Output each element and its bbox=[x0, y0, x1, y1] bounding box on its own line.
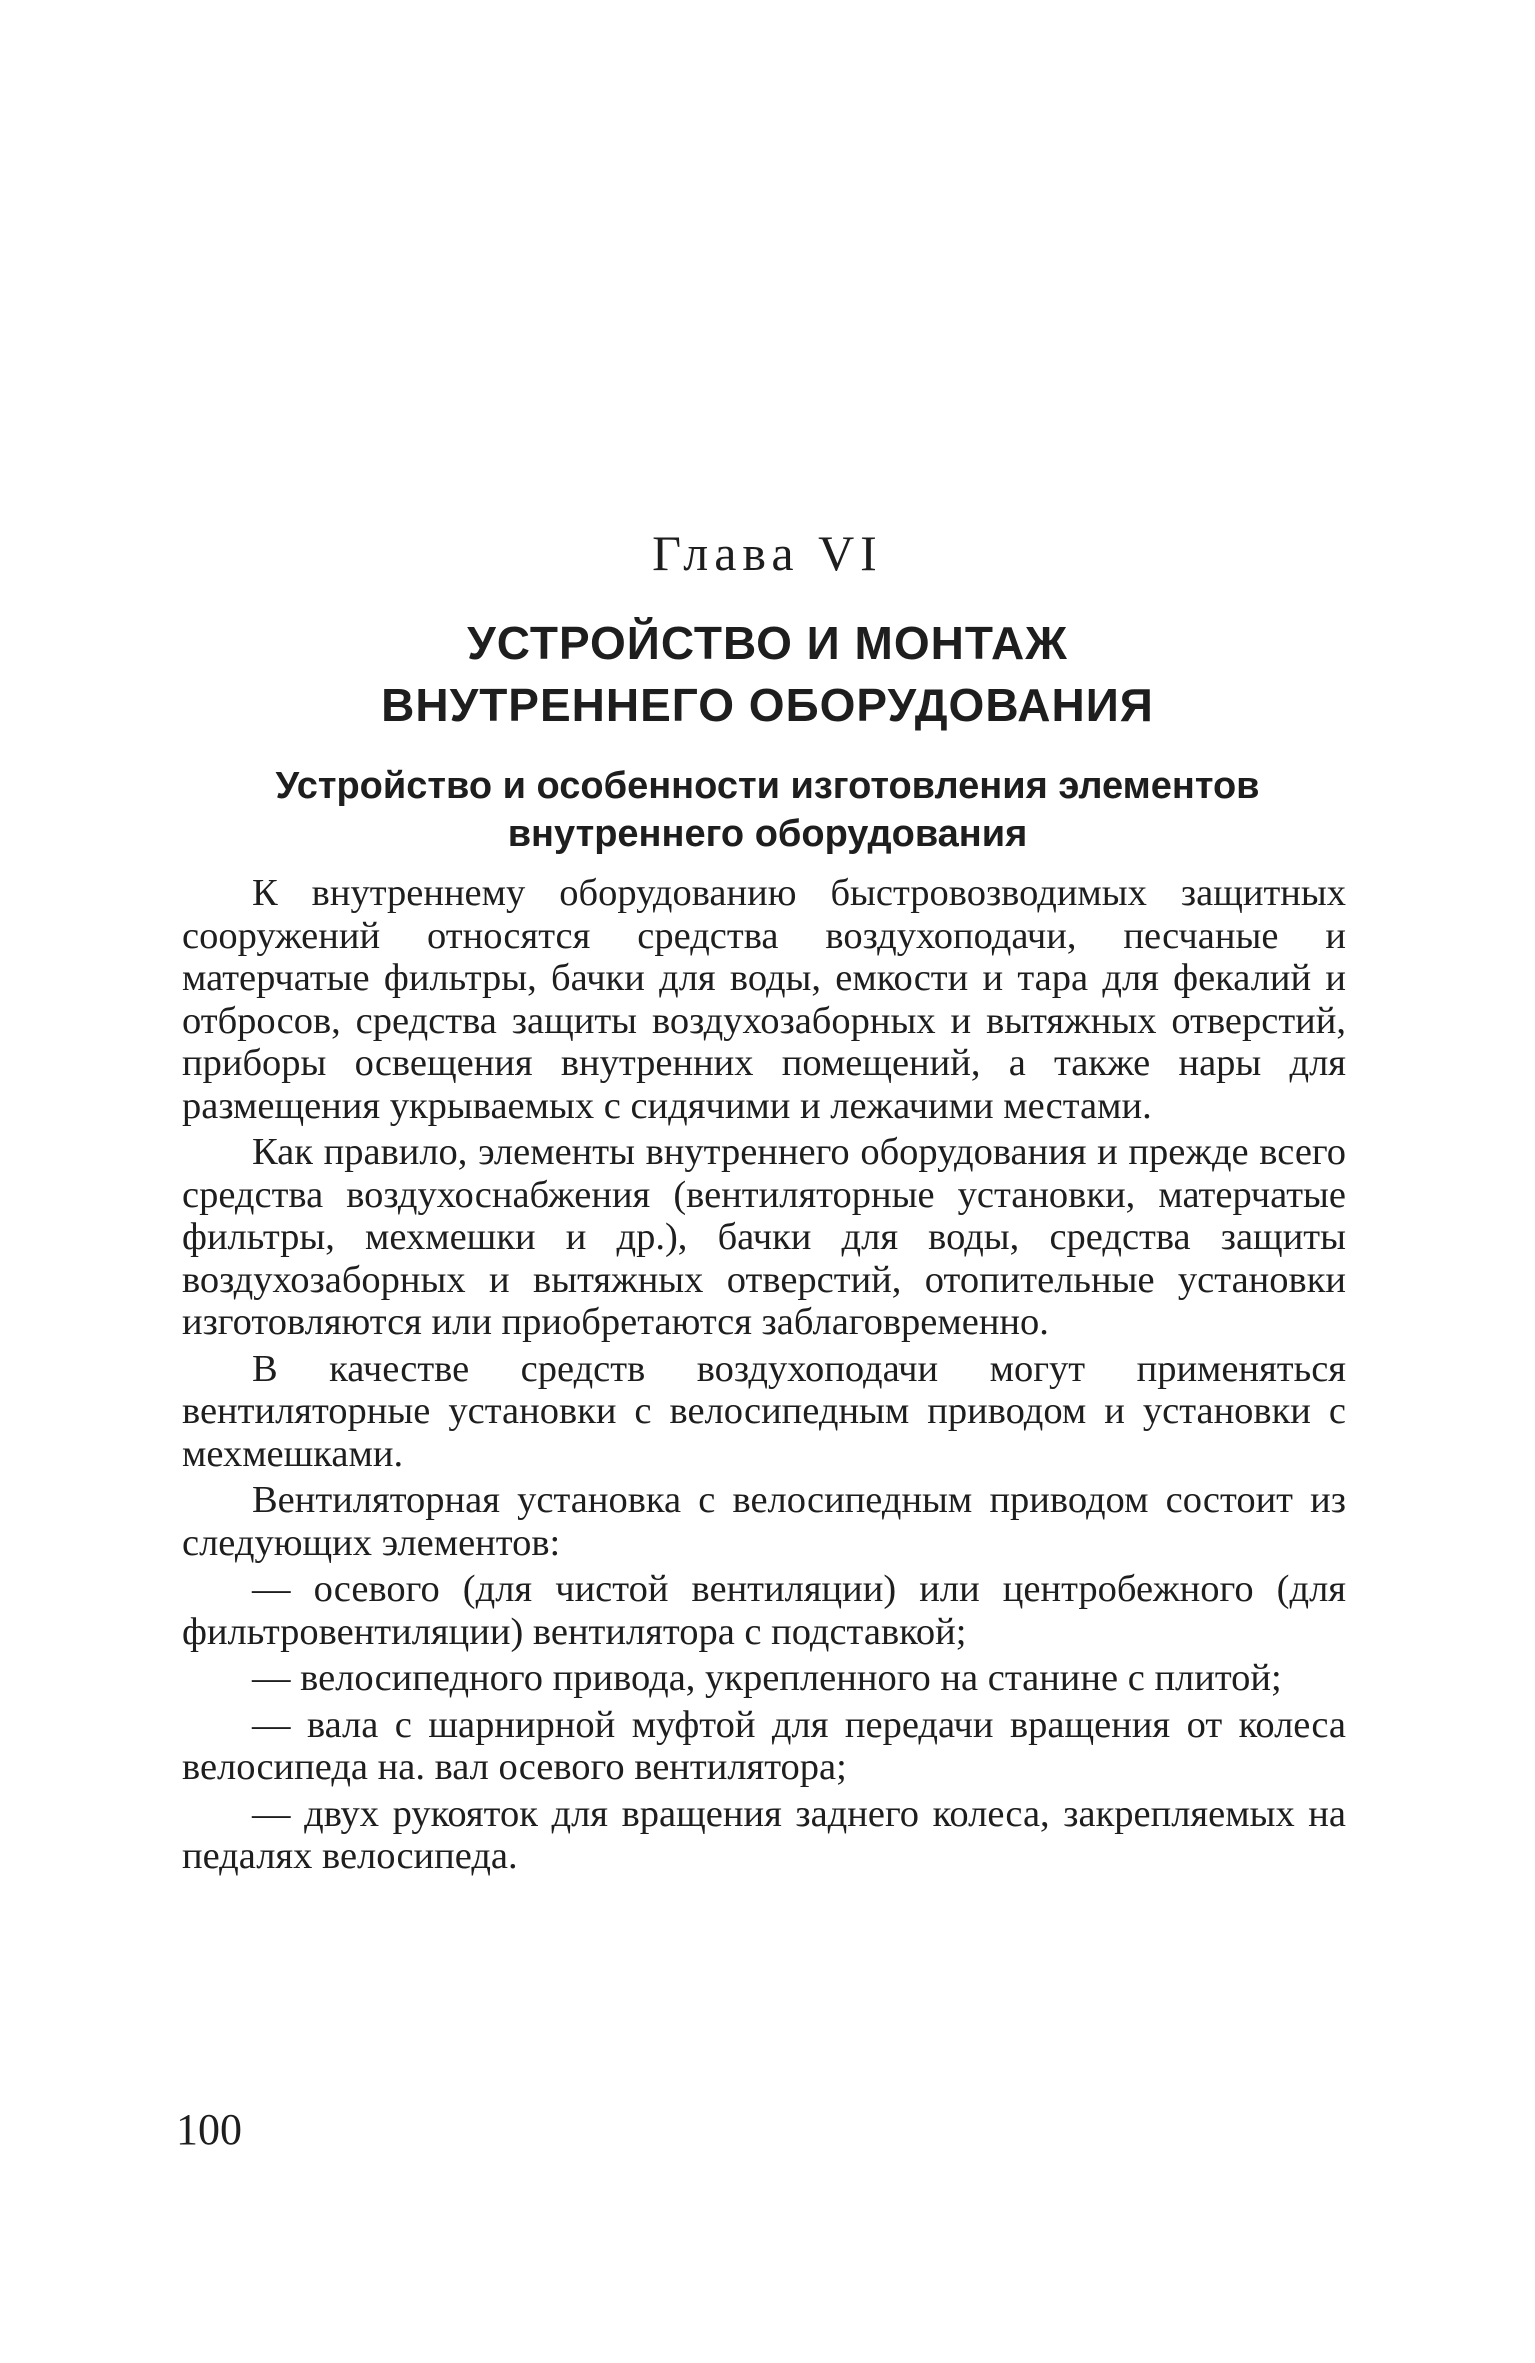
paragraph: Вентиляторная установка с велосипедным приводом состоит из следующих элементов: bbox=[182, 1479, 1346, 1564]
body-text bbox=[182, 872, 1346, 1882]
list-item: — велосипедного привода, укрепленного на станине с плитой; bbox=[252, 1657, 1282, 1699]
section-title-line-1: Устройство и особенности изготовления элементов bbox=[275, 765, 1260, 807]
page-number: 100 bbox=[176, 2105, 242, 2154]
section-title-line-2: внутреннего оборудования bbox=[507, 813, 1028, 855]
list-item: — осевого (для чистой вентиляции) или центробежного (для фильтровентиляции) вентилятора с подставкой; bbox=[182, 1568, 1346, 1653]
chapter-label: Глава VI bbox=[652, 525, 883, 581]
paragraph: В качестве средств воздухоподачи могут применяться вентиляторные установки с велосипедным приводом и установки с мехмешками. bbox=[182, 1347, 1346, 1475]
paragraph: Как правило, элементы внутреннего оборудования и прежде всего средства воздухоснабжения (вентиляторные установки, матерчатые фильтры, мехмешки и др.), бачки для воды, средства защиты воздухозаборных и вытяжных отверстий, отопительные установки изготовляются или приобретаются заблаговременно. bbox=[182, 1131, 1346, 1343]
list-item: — вала с шарнирной муфтой для передачи вращения от колеса велосипеда на. вал осевого вентилятора; bbox=[182, 1703, 1346, 1788]
paragraph: К внутреннему оборудованию быстровозводимых защитных сооружений относятся средства воздухоподачи, песчаные и матерчатые фильтры, бачки для воды, емкости и тара для фекалий и отбросов, средства защиты воздухозаборных и вытяжных отверстий, приборы освещения внутренних помещений, а также нары для размещения укрываемых с сидячими и лежачими местами. bbox=[182, 872, 1346, 1127]
chapter-title bbox=[0, 612, 1535, 736]
section-title bbox=[0, 762, 1535, 858]
chapter-title-line-1: УСТРОЙСТВО И МОНТАЖ bbox=[467, 617, 1068, 669]
list-item: — двух рукояток для вращения заднего колеса, закрепляемых на педалях велосипеда. bbox=[182, 1792, 1346, 1877]
chapter-title-line-2: ВНУТРЕННЕГО ОБОРУДОВАНИЯ bbox=[381, 679, 1154, 731]
